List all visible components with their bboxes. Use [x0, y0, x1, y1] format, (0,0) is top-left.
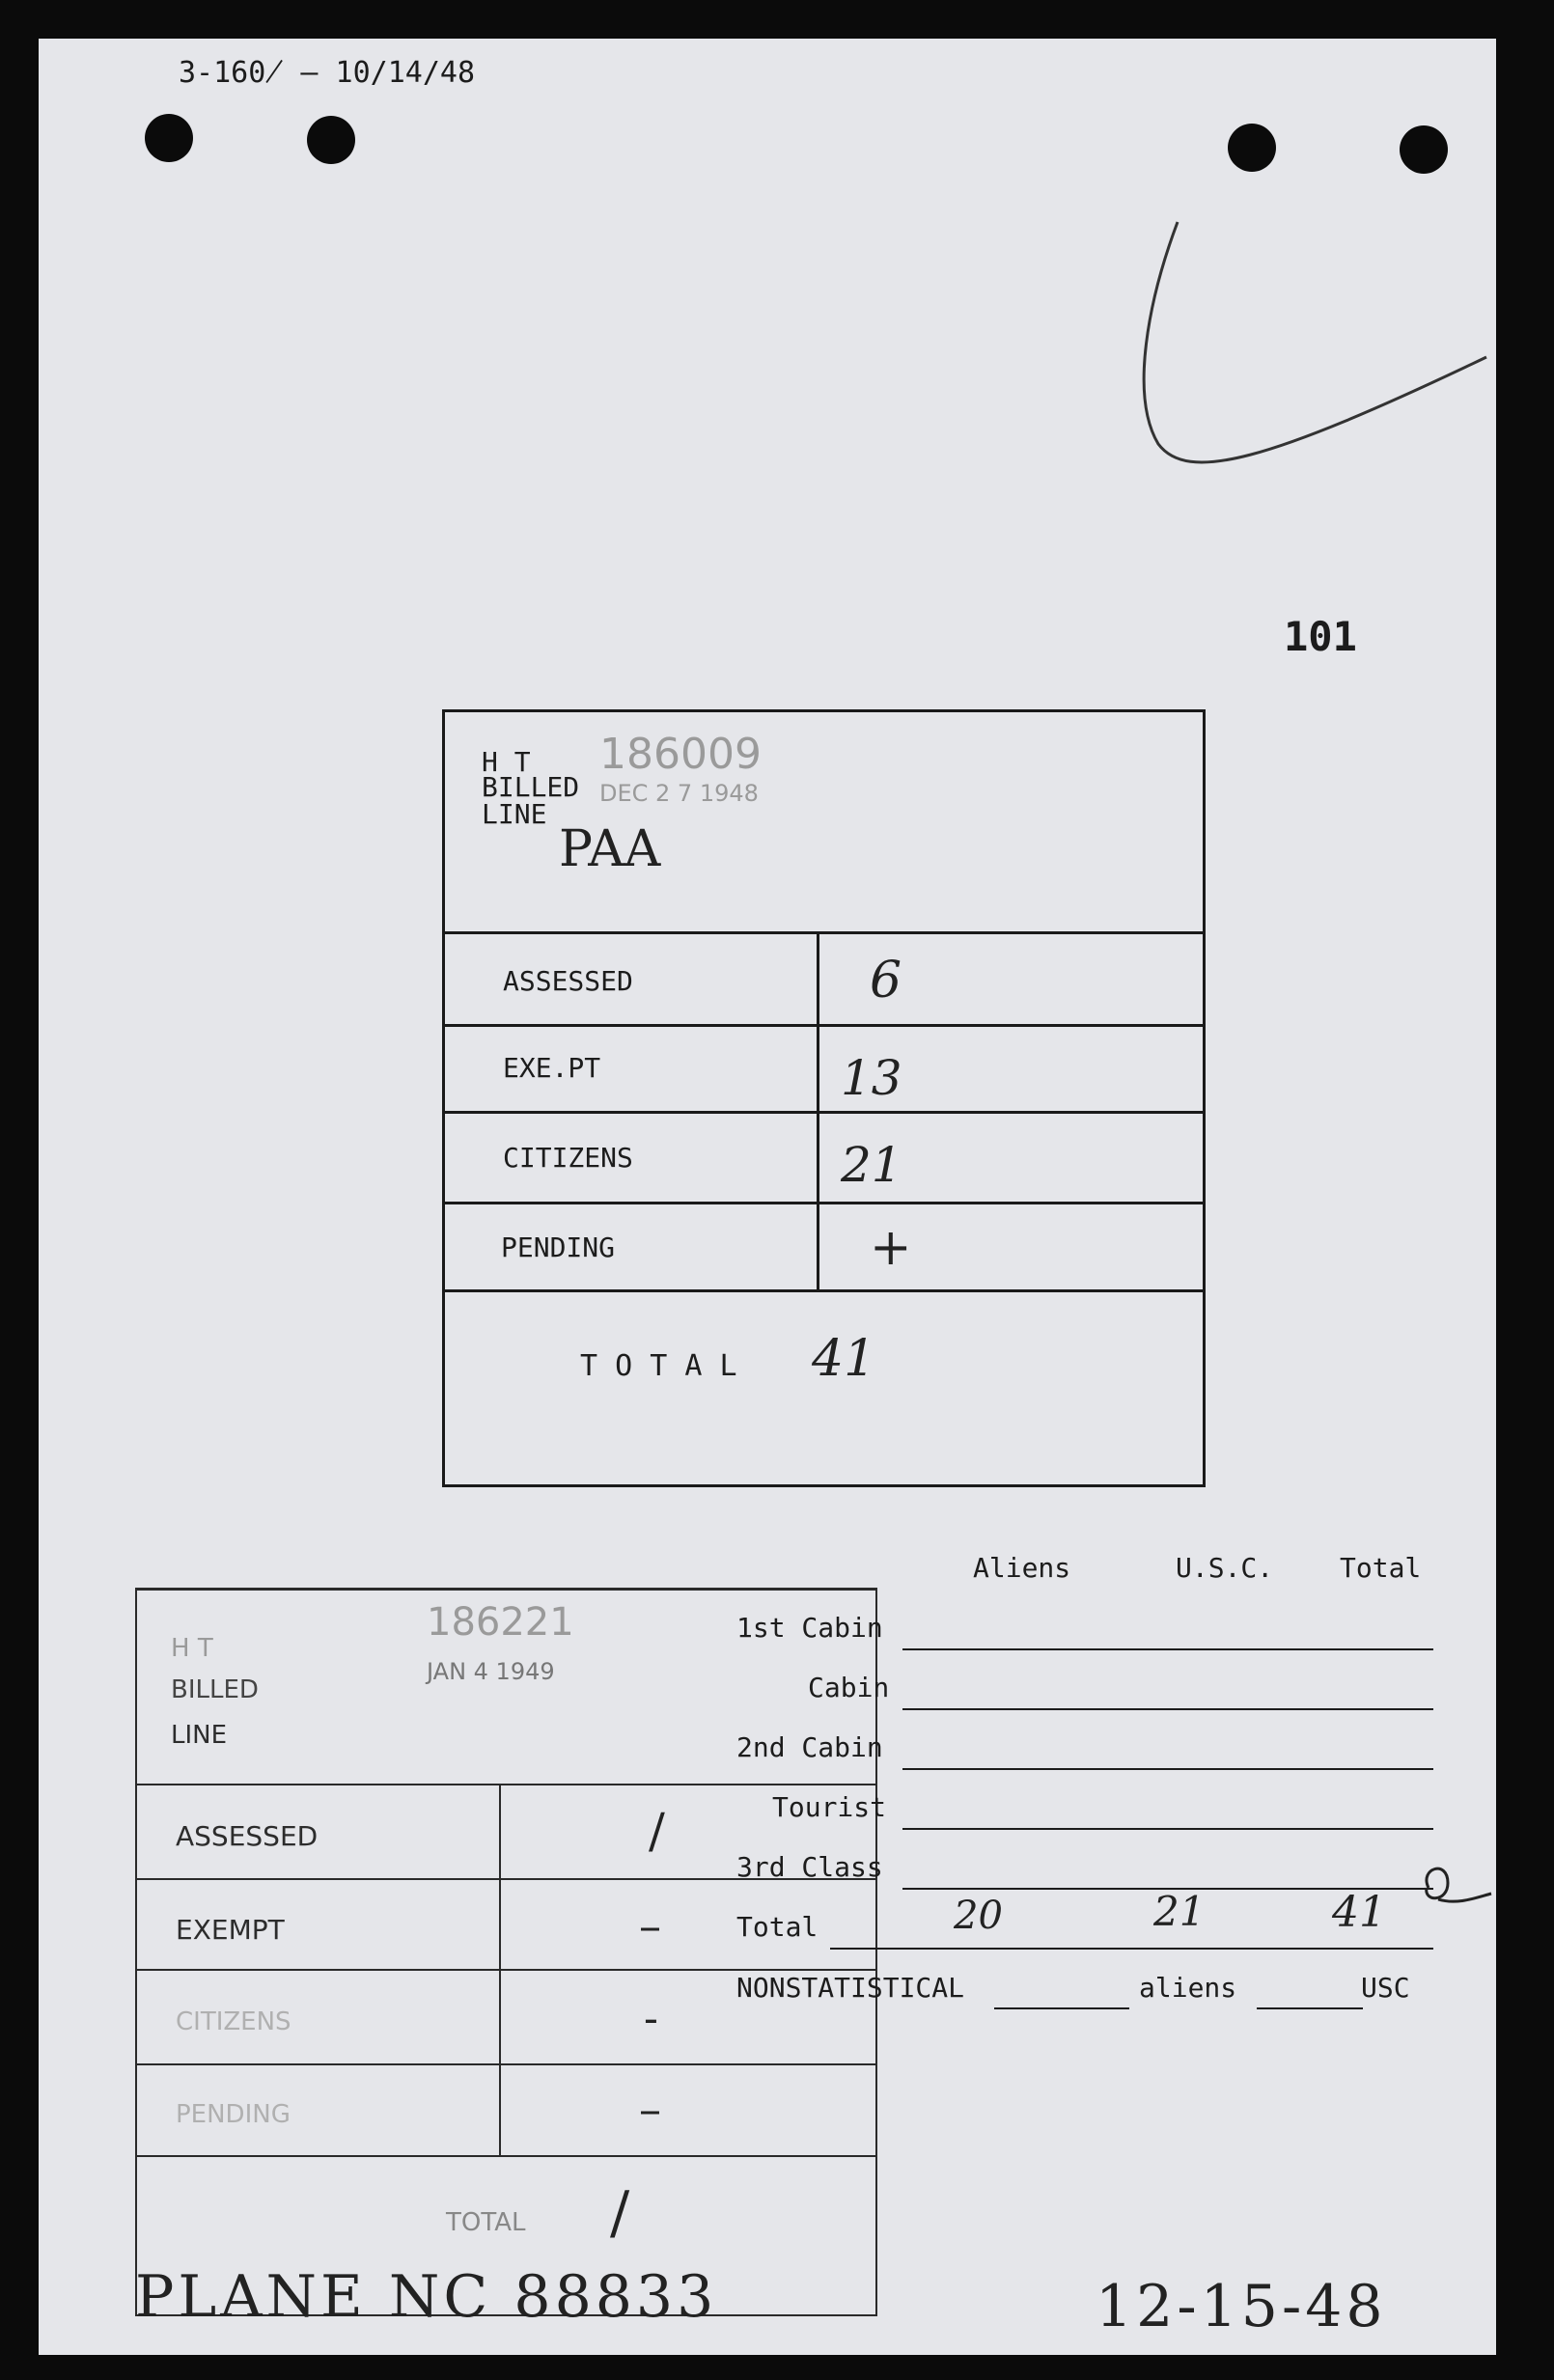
pending-label: PENDING	[501, 1232, 616, 1263]
citizens-value: 21	[841, 1137, 902, 1193]
exempt-label: EXE.PT	[503, 1052, 601, 1084]
nonstatistical-label: NONSTATISTICAL	[736, 1972, 965, 2004]
stamp-line-label: LINE	[171, 1721, 228, 1750]
col-header-total: Total	[1340, 1552, 1422, 1584]
divider	[137, 2155, 875, 2157]
stamp-ht-label: H T	[482, 746, 531, 778]
citizens-label: CITIZENS	[503, 1142, 633, 1174]
exempt-value: 13	[841, 1050, 902, 1106]
divider	[445, 1111, 1203, 1114]
document-page	[39, 39, 1496, 2355]
punch-hole	[145, 114, 193, 162]
citizens-label: CITIZENS	[176, 2007, 291, 2036]
assessed-value: /	[649, 1803, 665, 1859]
divider	[445, 1024, 1203, 1027]
pending-label: PENDING	[176, 2100, 291, 2129]
head-tax-stamp-1	[442, 709, 1206, 1487]
citizens-value: -	[644, 1994, 658, 2043]
head-tax-stamp-2	[135, 1588, 877, 2316]
divider	[137, 1969, 875, 1971]
fill-line	[1257, 2007, 1363, 2009]
stamp-billed-label: BILLED	[482, 771, 580, 803]
aliens-label: aliens	[1139, 1972, 1237, 2004]
assessed-value: 6	[870, 952, 902, 1010]
usc-label: USC	[1361, 1972, 1410, 2004]
row-label-cabin: Cabin	[808, 1672, 890, 1703]
total-label: T O T A L	[580, 1349, 737, 1383]
page-number: 101	[1284, 613, 1357, 660]
fill-line	[902, 1768, 1433, 1770]
total-value: /	[610, 2179, 630, 2247]
stamp-date: DEC 2 7 1948	[599, 780, 759, 807]
divider	[499, 1784, 501, 2155]
punch-hole	[1228, 124, 1276, 172]
divider	[137, 1784, 875, 1785]
row-label-1st-cabin: 1st Cabin	[736, 1612, 883, 1644]
stamp-billed-label: BILLED	[171, 1675, 259, 1704]
row-label-tourist: Tourist	[772, 1791, 887, 1823]
total-aliens-value: 20	[954, 1894, 1003, 1938]
stamp-serial-number: 186009	[599, 730, 762, 779]
row-label-2nd-cabin: 2nd Cabin	[736, 1731, 883, 1763]
scribble-mark	[1409, 1859, 1496, 1917]
checkmark-scribble	[1120, 174, 1506, 521]
total-total-value: 41	[1332, 1888, 1386, 1937]
exempt-value: –	[639, 1899, 661, 1951]
col-header-aliens: Aliens	[973, 1552, 1071, 1584]
punch-hole	[1400, 125, 1448, 174]
handwritten-date: 12-15-48	[1096, 2273, 1387, 2340]
stamp-ht-label: H T	[171, 1634, 213, 1663]
total-usc-value: 21	[1153, 1888, 1206, 1935]
punch-hole	[307, 116, 355, 164]
stamp-date: JAN 4 1949	[427, 1658, 555, 1685]
total-label: TOTAL	[446, 2208, 526, 2237]
divider	[445, 1289, 1203, 1292]
divider	[445, 1202, 1203, 1204]
fill-line	[902, 1708, 1433, 1710]
exempt-label: EXEMPT	[176, 1914, 285, 1946]
fill-line	[994, 2007, 1129, 2009]
assessed-label: ASSESSED	[503, 965, 633, 997]
pending-value: –	[639, 2083, 661, 2135]
fill-line	[830, 1948, 1433, 1950]
divider	[137, 2063, 875, 2065]
form-number: 3-160̸ — 10/14/48	[179, 56, 476, 90]
stamp-line-label: LINE	[482, 798, 547, 830]
divider	[445, 931, 1203, 934]
row-label-total: Total	[736, 1911, 819, 1943]
stamp-serial-number: 186221	[427, 1600, 574, 1645]
divider	[817, 931, 819, 1289]
total-value: 41	[812, 1330, 876, 1388]
fill-line	[902, 1648, 1433, 1650]
assessed-label: ASSESSED	[176, 1820, 319, 1852]
row-label-3rd-class: 3rd Class	[736, 1851, 883, 1883]
line-value: PAA	[559, 820, 661, 878]
plane-number: PLANE NC 88833	[135, 2263, 718, 2331]
fill-line	[902, 1828, 1433, 1830]
col-header-usc: U.S.C.	[1176, 1552, 1274, 1584]
pending-value: +	[870, 1219, 912, 1277]
